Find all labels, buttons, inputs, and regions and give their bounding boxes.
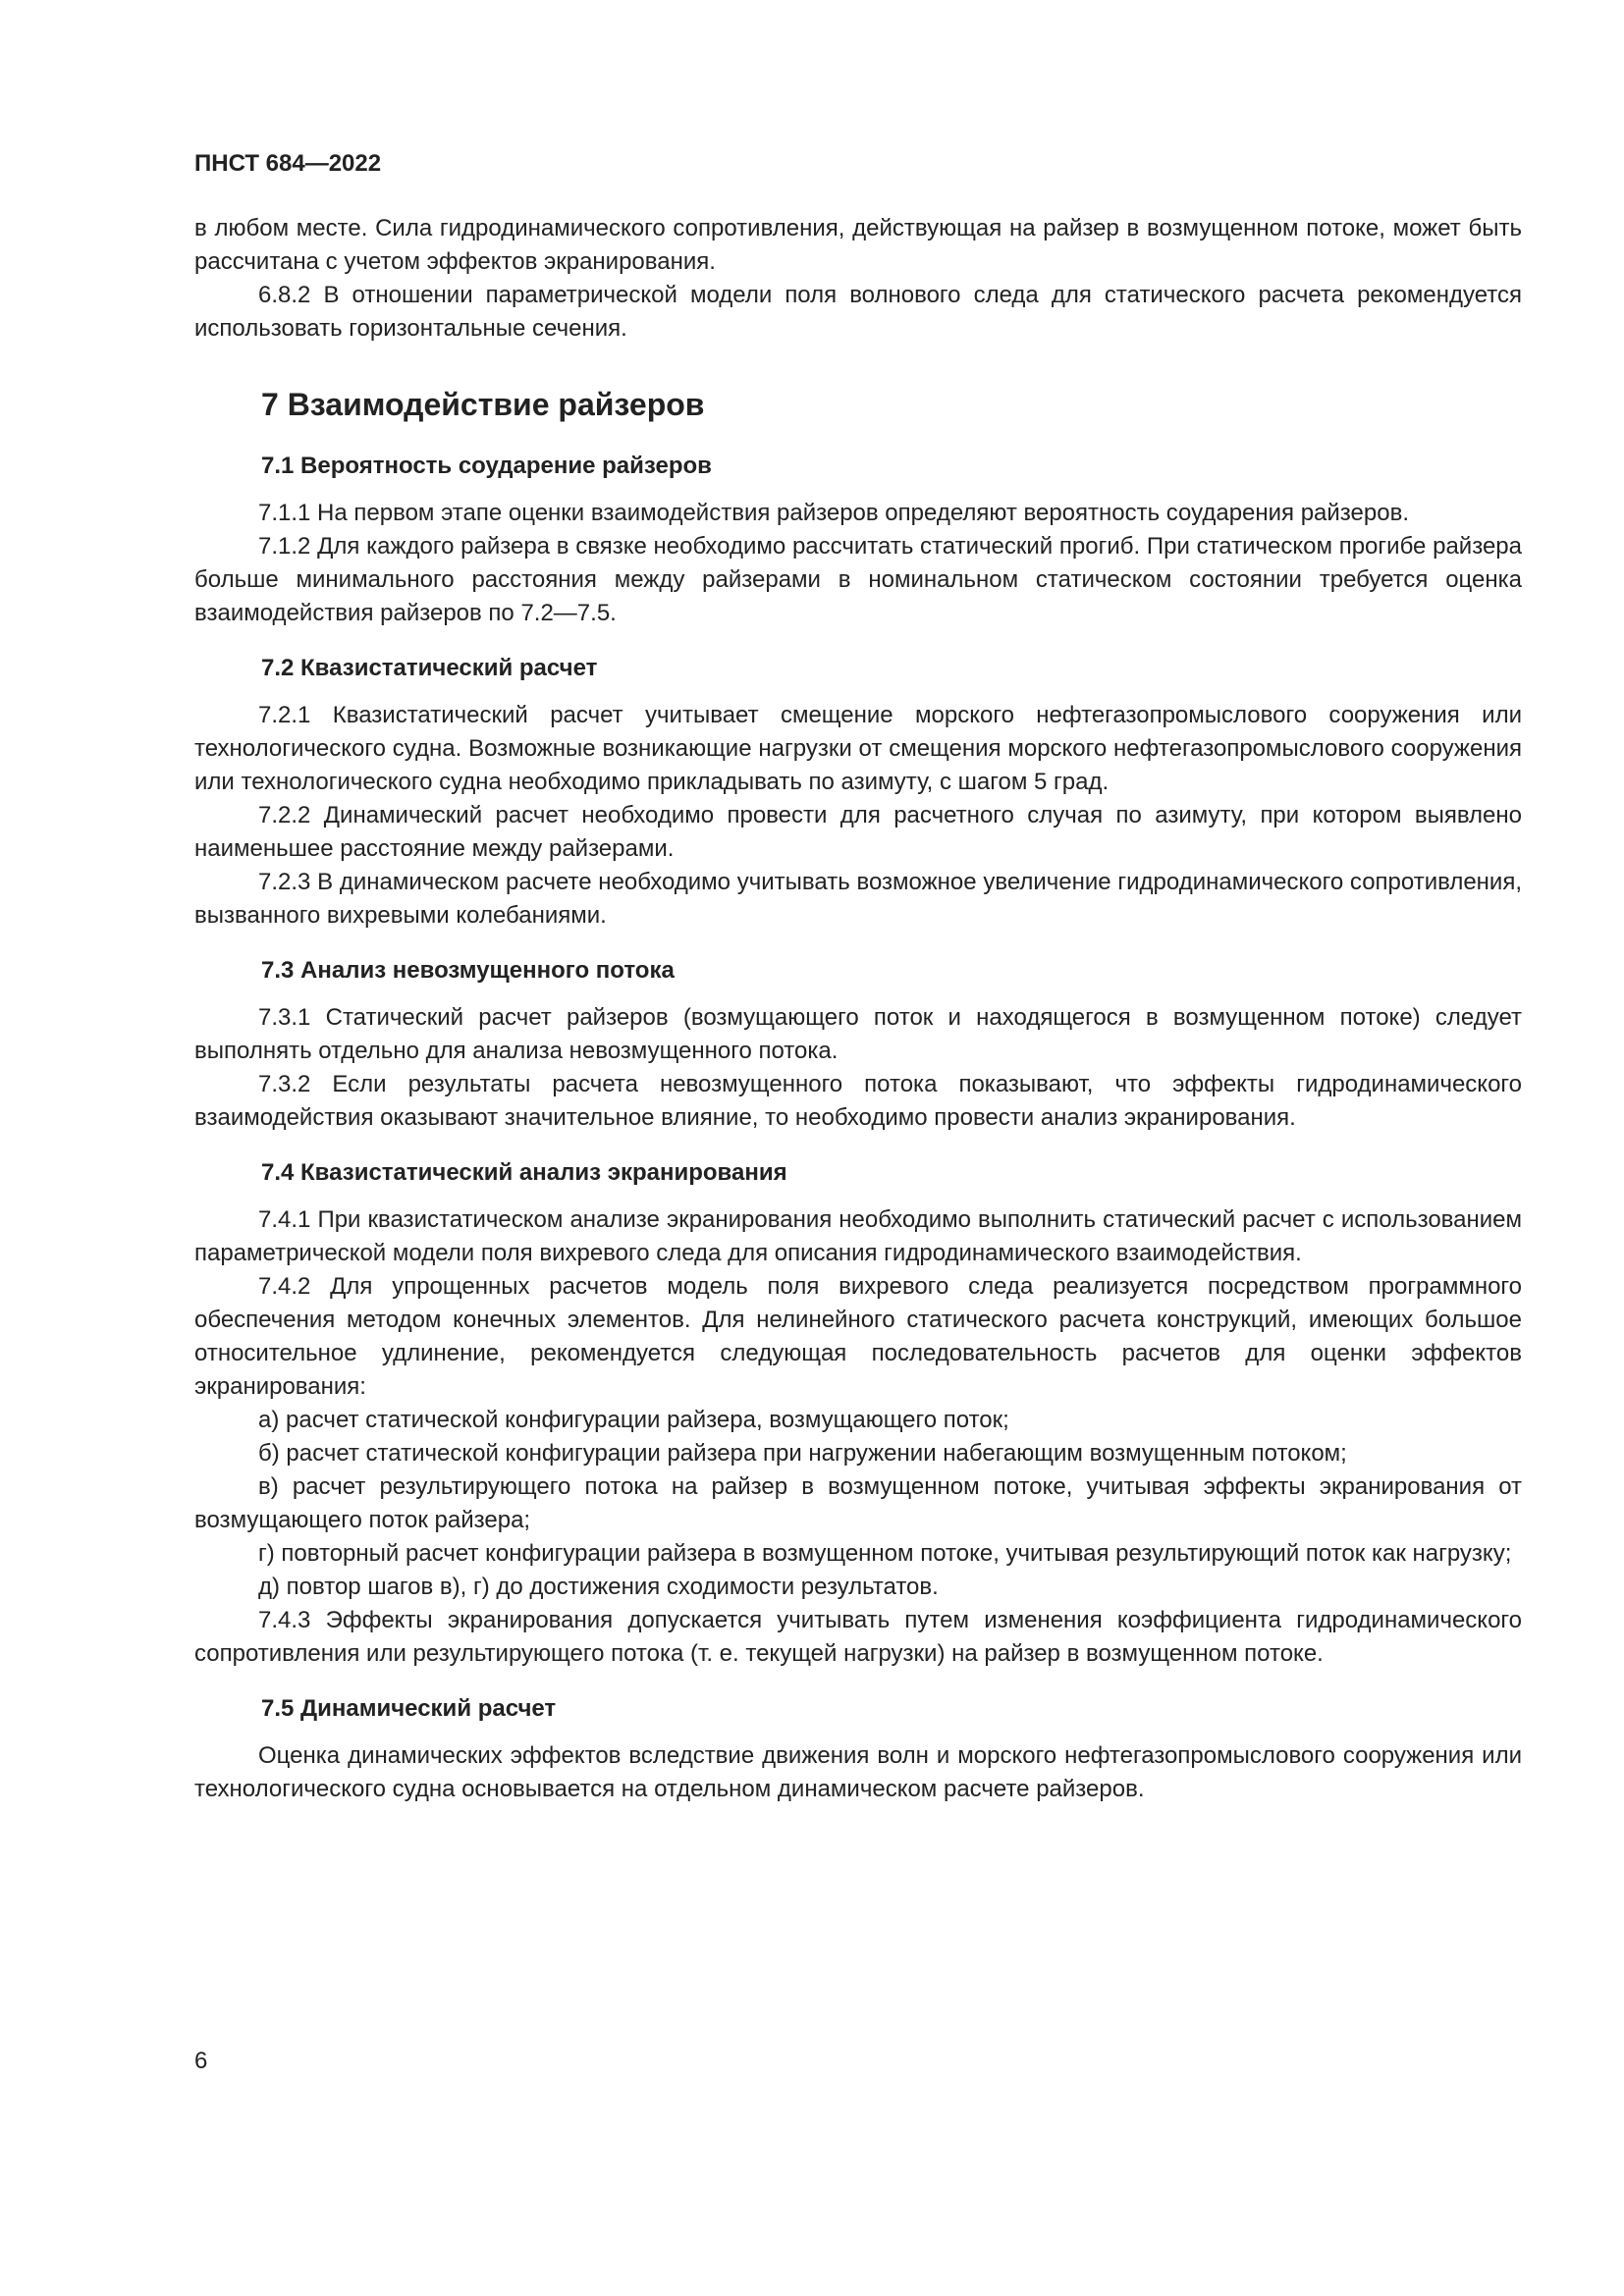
section-7-title: 7 Взаимодействие райзеров <box>261 387 705 422</box>
list-item-g: г) повторный расчет конфигурации райзера в возмущенном потоке, учитывая результирующий поток как нагрузку; <box>258 1540 1512 1567</box>
paragraph-7-1-2: 7.1.2 Для каждого райзера в связке необходимо рассчитать статический прогиб. При статическом прогибе райзера больше минимального расстояния между райзерами в номинальном статическом состоянии требуется оценка взаимодействия райзеров по 7.2—7.5. <box>194 533 1522 626</box>
paragraph-continuation: в любом месте. Сила гидродинамического сопротивления, действующая на райзер в возмущенном потоке, может быть рассчитана с учетом эффектов экранирования. <box>194 215 1522 275</box>
paragraph-7-5: Оценка динамических эффектов вследствие движения волн и морского нефтегазопромыслового сооружения или технологического судна основывается на отдельном динамическом расчете райзеров. <box>194 1742 1522 1802</box>
paragraph-6-8-2: 6.8.2 В отношении параметрической модели поля волнового следа для статического расчета рекомендуется использовать горизонтальные сечения. <box>194 282 1522 342</box>
paragraph-7-3-2: 7.3.2 Если результаты расчета невозмущенного потока показывают, что эффекты гидродинамического взаимодействия оказывают значительное влияние, то необходимо провести анализ экранирования. <box>194 1071 1522 1131</box>
list-item-b: б) расчет статической конфигурации райзера при нагружении набегающим возмущенным потоком; <box>258 1440 1347 1467</box>
document-id: ПНСТ 684—2022 <box>194 150 382 177</box>
paragraph-7-3-1: 7.3.1 Статический расчет райзеров (возмущающего поток и находящегося в возмущенном потоке) следует выполнять отдельно для анализа невозмущенного потока. <box>194 1004 1522 1064</box>
page-number: 6 <box>194 2048 208 2074</box>
document-page <box>194 147 1522 1806</box>
paragraph-7-2-2: 7.2.2 Динамический расчет необходимо провести для расчетного случая по азимуту, при котором выявлено наименьшее расстояние между райзерами. <box>194 802 1522 862</box>
paragraph-7-4-3: 7.4.3 Эффекты экранирования допускается учитывать путем изменения коэффициента гидродинамического сопротивления или результирующего потока (т. е. текущей нагрузки) на райзер в возмущенном потоке. <box>194 1607 1522 1667</box>
paragraph-7-4-2: 7.4.2 Для упрощенных расчетов модель поля вихревого следа реализуется посредством программного обеспечения методом конечных элементов. Для нелинейного статического расчета конструкций, имеющих большое относительное удлинение, рекомендуется следующая последовательность расчетов для оценки эффектов экранирования: <box>194 1273 1522 1400</box>
subsection-7-2-title: 7.2 Квазистатический расчет <box>261 655 598 681</box>
list-item-a: а) расчет статической конфигурации райзера, возмущающего поток; <box>258 1407 1009 1433</box>
subsection-7-5-title: 7.5 Динамический расчет <box>261 1695 557 1722</box>
paragraph-7-2-1: 7.2.1 Квазистатический расчет учитывает смещение морского нефтегазопромыслового сооружения или технологического судна. Возможные возникающие нагрузки от смещения морского нефтегазопромыслового сооружения или технологического судна необходимо прикладывать по азимуту, с шагом 5 град. <box>194 702 1522 795</box>
subsection-7-3-title: 7.3 Анализ невозмущенного потока <box>261 957 675 984</box>
list-item-d: д) повтор шагов в), г) до достижения сходимости результатов. <box>258 1574 939 1600</box>
paragraph-7-4-1: 7.4.1 При квазистатическом анализе экранирования необходимо выполнить статический расчет с использованием параметрической модели поля вихревого следа для описания гидродинамического взаимодействия. <box>194 1206 1522 1266</box>
paragraph-7-2-3: 7.2.3 В динамическом расчете необходимо учитывать возможное увеличение гидродинамического сопротивления, вызванного вихревыми колебаниями. <box>194 869 1522 929</box>
paragraph-7-1-1: 7.1.1 На первом этапе оценки взаимодействия райзеров определяют вероятность соударения райзеров. <box>258 500 1410 526</box>
subsection-7-1-title: 7.1 Вероятность соударение райзеров <box>261 453 712 479</box>
subsection-7-4-title: 7.4 Квазистатический анализ экранирования <box>261 1159 787 1186</box>
list-item-v: в) расчет результирующего потока на райзер в возмущенном потоке, учитывая эффекты экранирования от возмущающего поток райзера; <box>194 1473 1522 1533</box>
